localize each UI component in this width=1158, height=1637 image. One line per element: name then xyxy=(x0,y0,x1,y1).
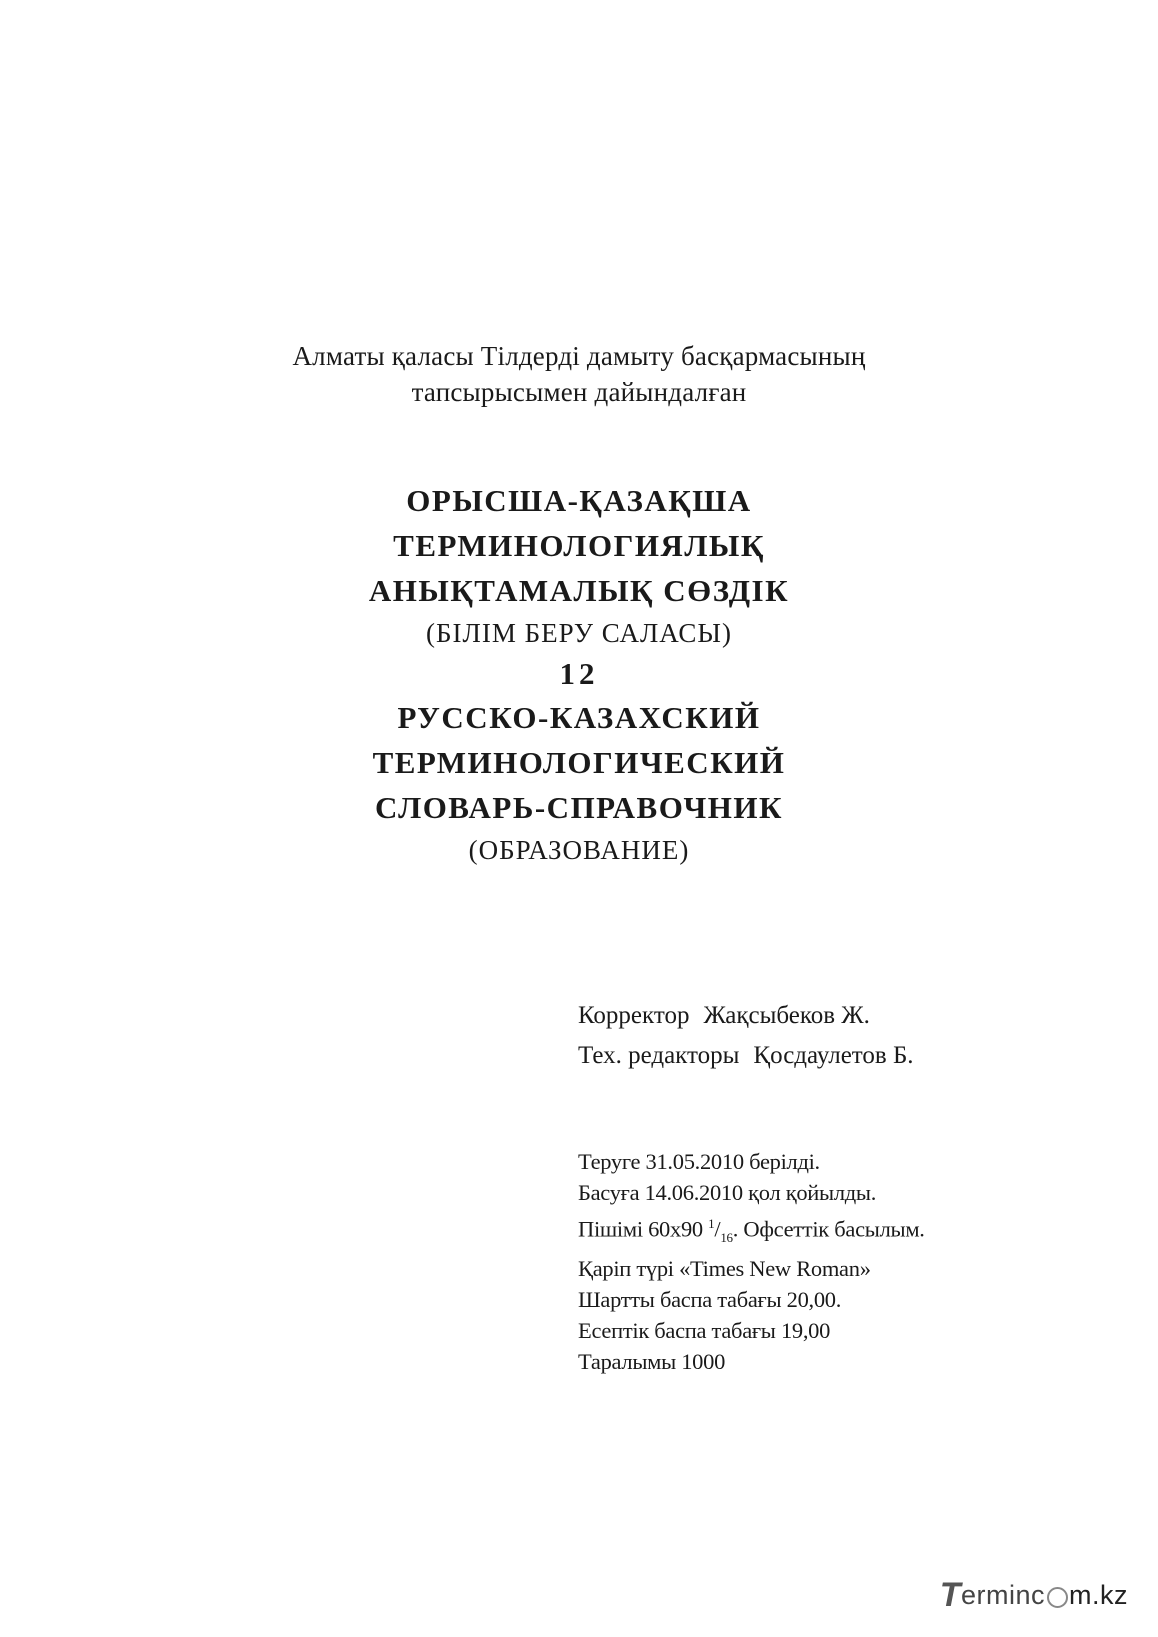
kazakh-title-line-1: ОРЫСША-ҚАЗАҚША xyxy=(406,483,752,518)
tech-editor-name: Қосдаулетов Б. xyxy=(753,1042,914,1069)
russian-title-line-2: ТЕРМИНОЛОГИЧЕСКИЙ xyxy=(372,745,786,780)
russian-title-line-3: СЛОВАРЬ-СПРАВОЧНИК xyxy=(374,790,784,825)
watermark-end: m.kz xyxy=(1069,1579,1128,1610)
format-suffix: . Офсеттік басылым. xyxy=(732,1216,925,1242)
imprint-submitted: Теруге 31.05.2010 берілді. xyxy=(578,1149,820,1174)
imprint-font: Қаріп түрі «Times New Roman» xyxy=(578,1256,871,1281)
imprint-format: Пішімі 60х90 $^1/_{16}$. Офсеттік басылым. xyxy=(578,1216,925,1245)
volume-number: 12 xyxy=(559,656,599,691)
magnifier-icon xyxy=(1047,1587,1068,1608)
corrector-role: Корректор xyxy=(578,1002,690,1029)
commission-line-1: Алматы қаласы Тілдерді дамыту басқармасының xyxy=(292,341,866,371)
russian-subtitle: (ОБРАЗОВАНИЕ) xyxy=(468,835,690,865)
imprint-conventional-sheets: Шартты баспа табағы 20,00. xyxy=(578,1287,842,1312)
tech-editor-role: Тех. редакторы xyxy=(578,1042,740,1069)
watermark-t: T xyxy=(939,1575,961,1614)
kazakh-subtitle: (БІЛІМ БЕРУ САЛАСЫ) xyxy=(426,618,732,648)
imprint-print-run: Таралымы 1000 xyxy=(578,1349,726,1374)
kazakh-title-line-2: ТЕРМИНОЛОГИЯЛЫҚ xyxy=(393,528,765,563)
termincom-watermark xyxy=(940,1575,1128,1615)
corrector-line xyxy=(578,996,914,1036)
corrector-name: Жақсыбеков Ж. xyxy=(703,1002,870,1029)
format-fraction-numerator: 1 xyxy=(708,1216,715,1231)
imprint-details xyxy=(578,1146,925,1377)
commission-note xyxy=(0,338,1158,410)
russian-title-line-1: РУССКО-КАЗАХСКИЙ xyxy=(397,700,761,735)
format-prefix: Пішімі 60х90 xyxy=(578,1216,709,1242)
title-block xyxy=(0,478,1158,870)
watermark-mid: erminc xyxy=(960,1579,1045,1610)
imprint-signed: Басуға 14.06.2010 қол қойылды. xyxy=(578,1180,877,1205)
kazakh-title-line-3: АНЫҚТАМАЛЫҚ СӨЗДІК xyxy=(368,573,790,608)
editorial-staff xyxy=(578,996,914,1076)
format-fraction-denominator: 16 xyxy=(720,1230,733,1245)
imprint-accounting-sheets: Есептік баспа табағы 19,00 xyxy=(578,1318,831,1343)
commission-line-2: тапсырысымен дайындалған xyxy=(411,377,747,407)
tech-editor-line xyxy=(578,1036,914,1076)
